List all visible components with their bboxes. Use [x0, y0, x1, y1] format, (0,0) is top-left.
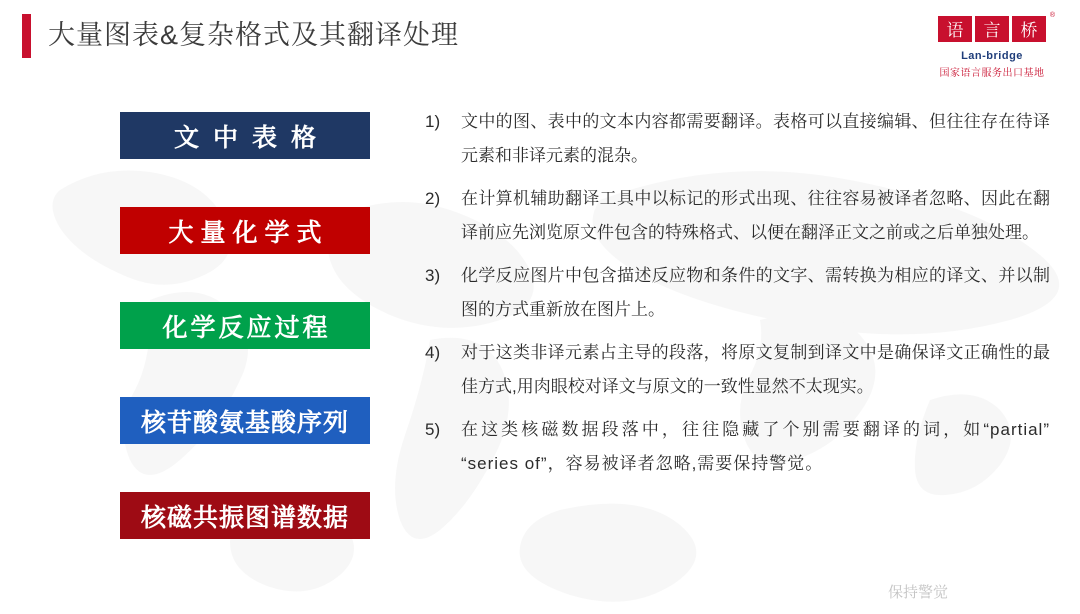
logo-name: Lan-bridge [961, 50, 1023, 62]
logo-subtitle: 国家语言服务出口基地 [939, 68, 1045, 79]
registered-mark: ® [1049, 12, 1055, 19]
page-title: 大量图表&复杂格式及其翻译处理 [48, 20, 460, 50]
list-item-number: 2) [425, 189, 441, 208]
numbered-list [425, 105, 1050, 490]
footer-watermark: 保持警觉 [887, 584, 948, 601]
brand-logo [926, 14, 1058, 79]
svg-text:桥: 桥 [1020, 21, 1038, 41]
title-accent-bar [22, 14, 31, 58]
tag-item: 化学反应过程 [120, 302, 370, 349]
list-item-text: 对于这类非译元素占主导的段落，将原文复制到译文中是确保译文正确性的最佳方式,用肉眼校对译文与原文的一致性显然不太现实。 [461, 343, 1050, 396]
list-item [425, 413, 1050, 481]
list-item-number: 4) [425, 343, 441, 362]
tag-list [120, 112, 370, 587]
list-item [425, 336, 1050, 404]
list-item-number: 1) [425, 112, 441, 131]
tag-item: 核磁共振图谱数据 [120, 492, 370, 539]
list-item-number: 3) [425, 266, 441, 285]
list-item [425, 182, 1050, 250]
tag-item: 文中表格 [120, 112, 370, 159]
list-item-number: 5) [425, 420, 441, 439]
slide-header [0, 0, 1080, 79]
list-item-text: 化学反应图片中包含描述反应物和条件的文字、需转换为相应的译文、并以制图的方式重新放在图片上。 [461, 266, 1050, 319]
list-item-text: 文中的图、表中的文本内容都需要翻译。表格可以直接编辑、但往往存在待译元素和非译元素的混杂。 [461, 112, 1050, 165]
tag-item: 大量化学式 [120, 207, 370, 254]
svg-text:语: 语 [946, 21, 964, 41]
list-item [425, 259, 1050, 327]
list-item-text: 在这类核磁数据段落中，往往隐藏了个别需要翻译的词，如“partial” “series of”，容易被译者忽略,需要保持警觉。 [461, 420, 1050, 473]
logo-mark-icon [938, 12, 1055, 44]
tag-item: 核苷酸氨基酸序列 [120, 397, 370, 444]
list-item-text: 在计算机辅助翻译工具中以标记的形式出现、往往容易被译者忽略、因此在翻译前应先浏览原文件包含的特殊格式、以便在翻泽正文之前或之后单独处理。 [461, 189, 1050, 242]
list-item [425, 105, 1050, 173]
svg-text:言: 言 [983, 21, 1001, 41]
